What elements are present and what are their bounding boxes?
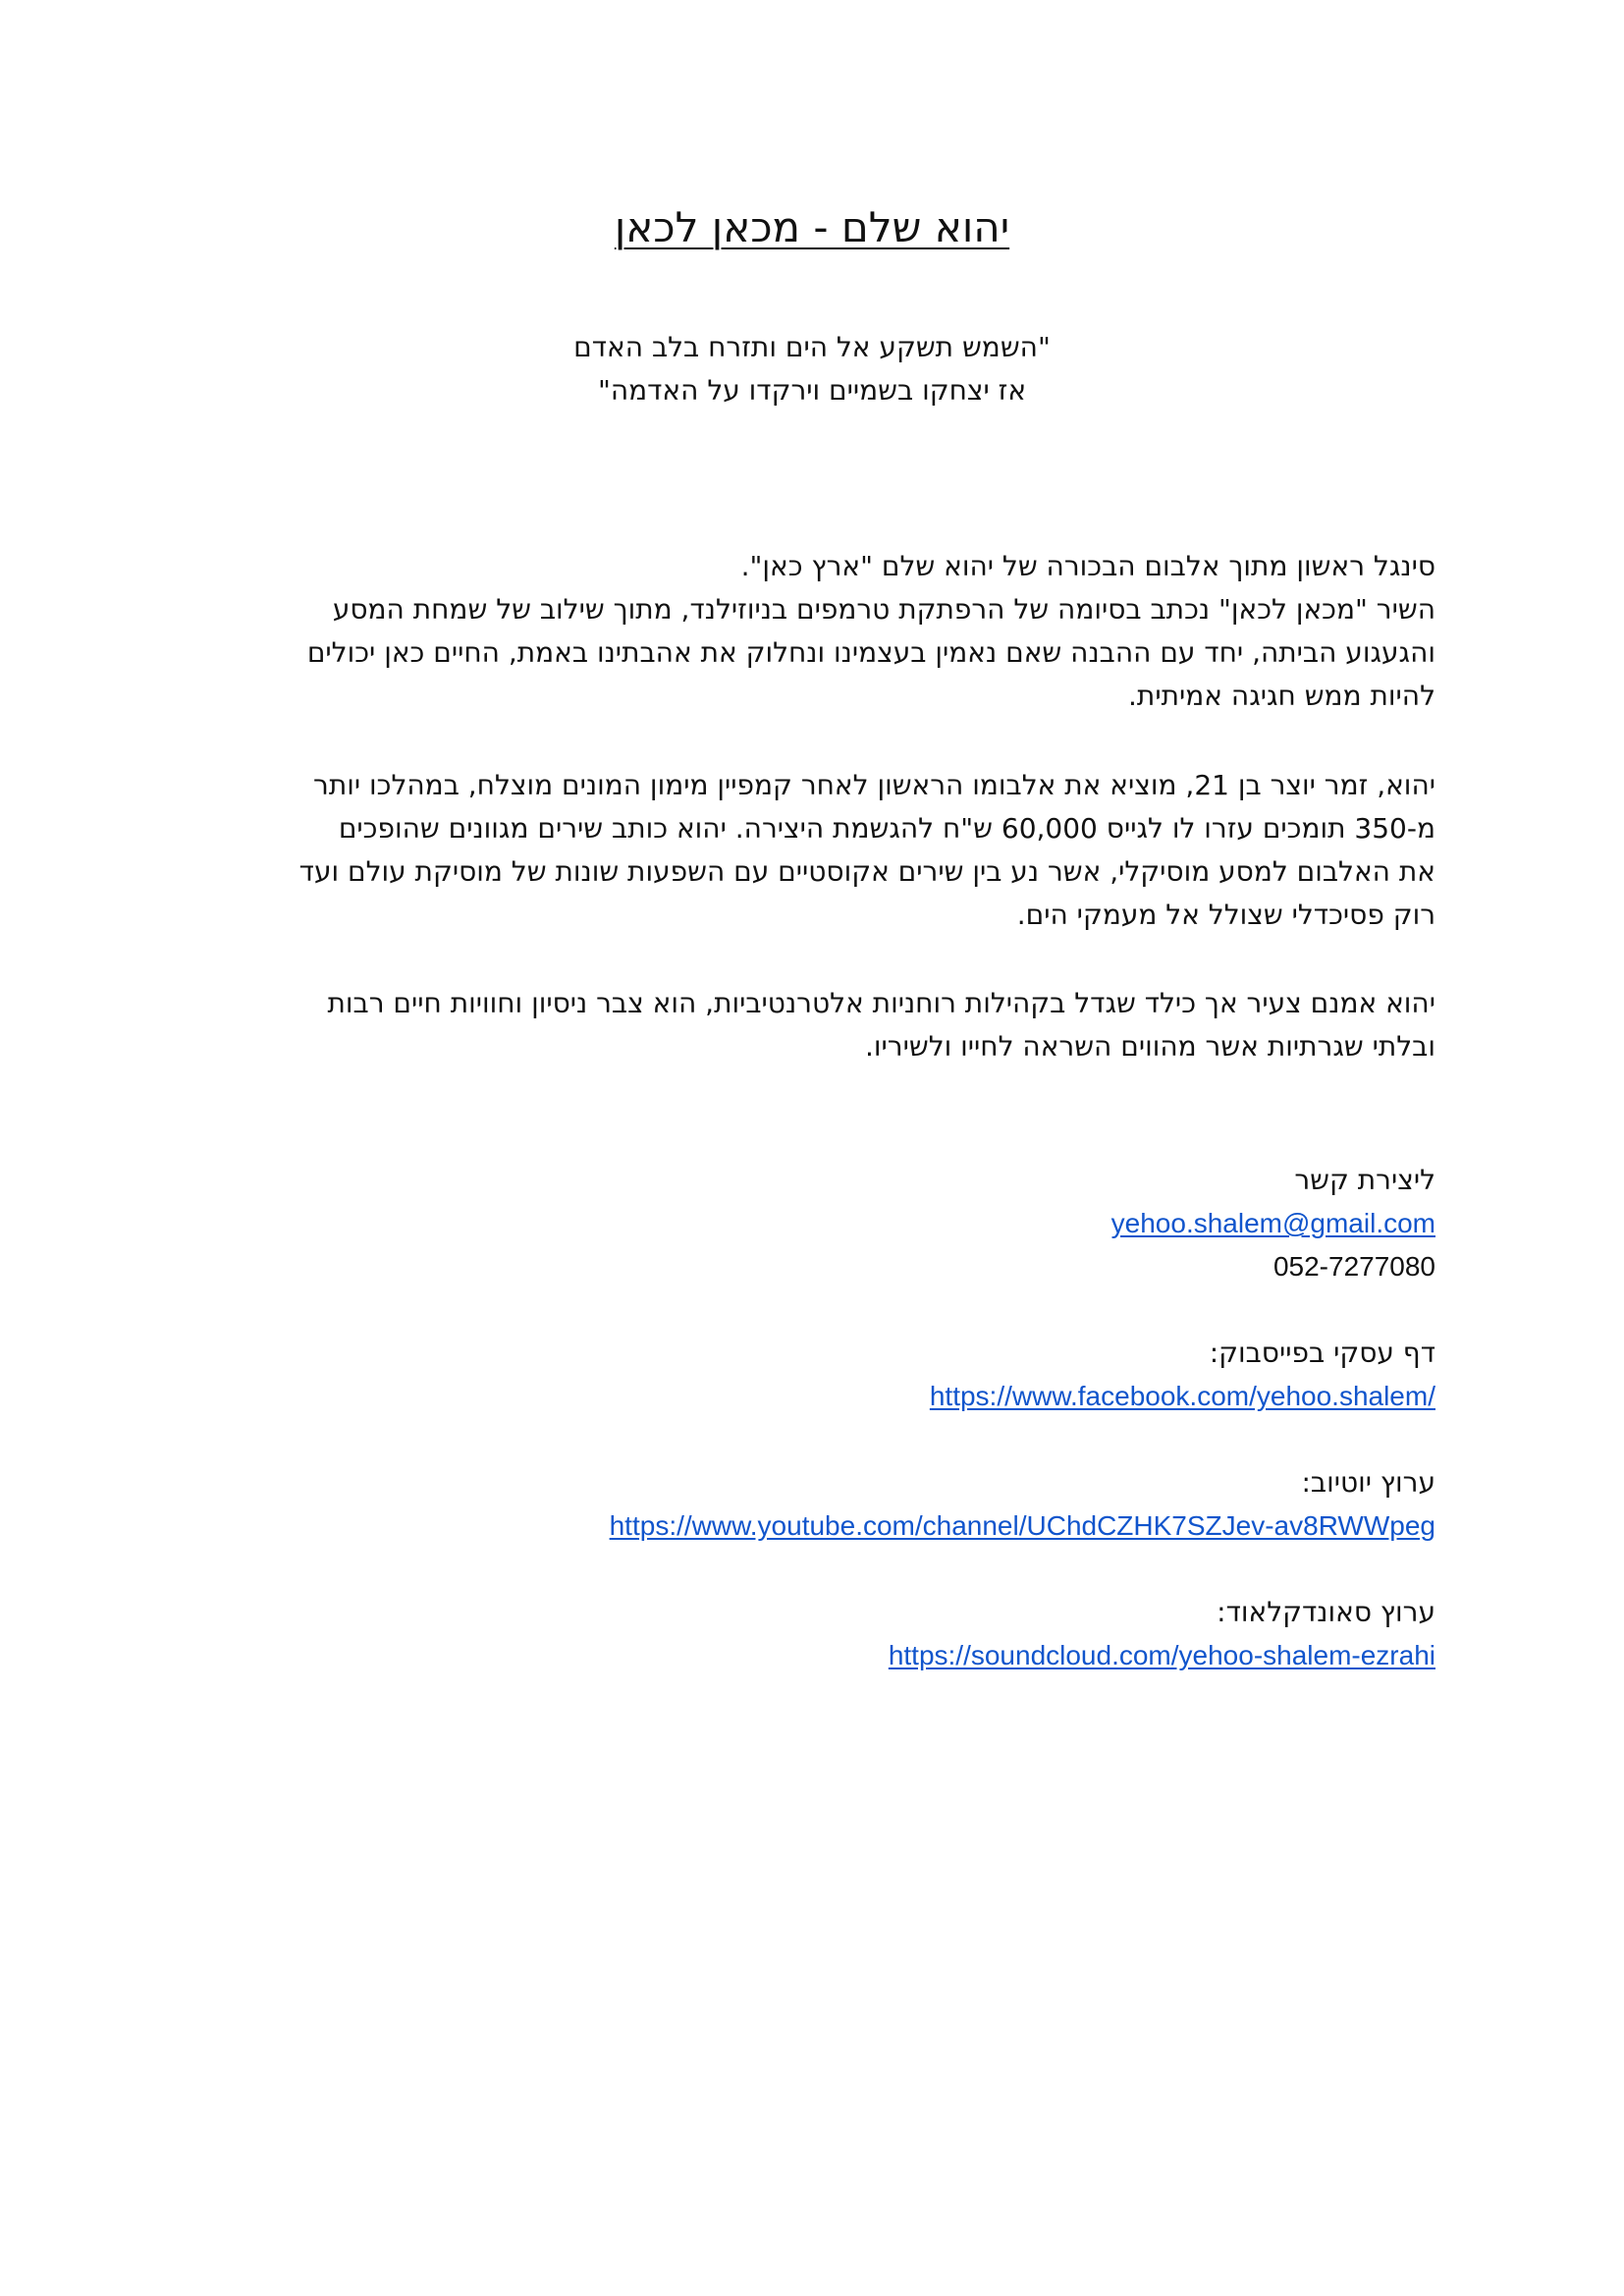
- paragraph-line: רוק פסיכדלי שצולל אל מעמקי הים.: [1016, 899, 1435, 931]
- paragraph-artist-bio: [189, 764, 1435, 937]
- paragraph-background: [189, 982, 1435, 1068]
- paragraph-line: יהוא, זמר יוצר בן 21, מוציא את אלבומו הראשון לאחר קמפיין מימון המונים מוצלח, במהלכו יותר: [313, 769, 1435, 801]
- document-title: יהוא שלם - מכאן לכאן: [614, 203, 1010, 251]
- email-link[interactable]: yehoo.shalem@gmail.com: [1110, 1208, 1435, 1238]
- paragraph-line: והגעגוע הביתה, יחד עם ההבנה שאם נאמין בעצמינו ונחלוק את אהבתינו באמת, החיים כאן יכולים: [306, 636, 1435, 669]
- facebook-label: דף עסקי בפייסבוק:: [1209, 1337, 1435, 1369]
- paragraph-line: ובלתי שגרתיות אשר מהווים השראה לחייו ולשיריו.: [865, 1030, 1435, 1063]
- soundcloud-link[interactable]: https://soundcloud.com/yehoo-shalem-ezrahi: [888, 1640, 1435, 1670]
- youtube-label: ערוץ יוטיוב:: [1301, 1466, 1435, 1499]
- paragraph-line: סינגל ראשון מתוך אלבום הבכורה של יהוא שלם "ארץ כאן".: [740, 550, 1435, 582]
- paragraph-line: מ-350 תומכים עזרו לו לגייס 60,000 ש"ח להגשמת היצירה. יהוא כותב שירים מגוונים שהופכים: [338, 812, 1435, 845]
- contact-heading: ליצירת קשר: [1294, 1164, 1435, 1196]
- poem-quote: [0, 326, 1624, 412]
- spacer: [189, 1548, 1435, 1591]
- soundcloud-label: ערוץ סאונדקלאוד:: [1217, 1596, 1435, 1628]
- paragraph-line: יהוא אמנם צעיר אך כילד שגדל בקהילות רוחניות אלטרנטיביות, הוא צבר ניסיון וחוויות חיים רבות: [327, 987, 1435, 1019]
- spacer: [189, 1288, 1435, 1332]
- spacer: [189, 1418, 1435, 1461]
- poem-line: אז יצחקו בשמיים וירקדו על האדמה": [597, 374, 1027, 407]
- contact-section: [189, 1159, 1435, 1677]
- poem-line: "השמש תשקע אל הים ותזרח בלב האדם: [573, 331, 1051, 363]
- paragraph-line: את האלבום למסע מוסיקלי, אשר נע בין שירים אקוסטיים עם השפעות שונות של מוסיקת עולם ועד: [298, 855, 1435, 888]
- phone-number: 052-7277080: [1272, 1251, 1435, 1282]
- paragraph-single-intro: [189, 545, 1435, 718]
- youtube-link[interactable]: https://www.youtube.com/channel/UChdCZHK7SZJev-av8RWWpeg: [609, 1510, 1435, 1541]
- paragraph-line: להיות ממש חגיגה אמיתית.: [1128, 680, 1435, 712]
- facebook-link[interactable]: https://www.facebook.com/yehoo.shalem/: [929, 1381, 1435, 1411]
- paragraph-line: השיר "מכאן לכאן" נכתב בסיומה של הרפתקת טרמפים בניוזילנד, מתוך שילוב של שמחת המסע: [332, 593, 1435, 626]
